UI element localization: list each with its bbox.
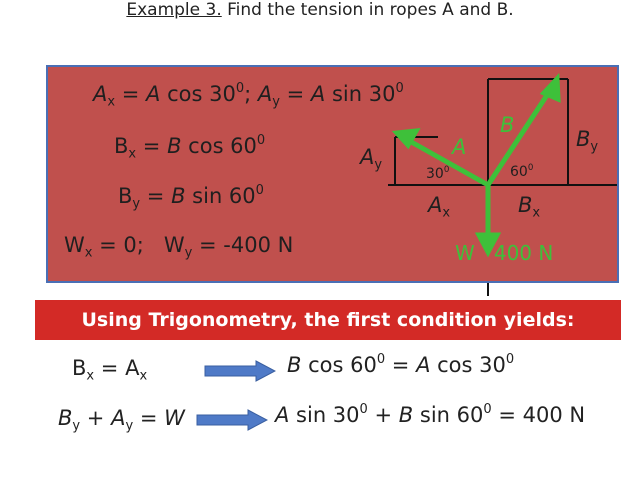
degree-sup: 0 [376, 352, 386, 367]
label-by [576, 127, 598, 155]
var-a: A [428, 193, 443, 217]
sub-x: x [442, 205, 451, 221]
arrow-shape [197, 410, 267, 430]
equals-400: = 400 N [491, 403, 586, 428]
row1-arrow-icon [204, 360, 276, 382]
degree-sup: 0 [483, 402, 492, 417]
degree-sup: 0 [256, 133, 266, 148]
equals: = [133, 406, 165, 430]
equals: = [279, 82, 311, 107]
row2-right-equation [275, 402, 585, 427]
degree-sup: 0 [255, 183, 264, 198]
cos-term: cos 30 [160, 82, 236, 107]
var-b: B [171, 184, 186, 209]
sub-y: y [590, 139, 599, 155]
var-b: B [72, 356, 87, 380]
var-w: W [163, 233, 185, 257]
angle-b-label [510, 163, 533, 180]
var-a: A [257, 82, 273, 107]
var-a: A [360, 145, 375, 169]
label-bx [518, 193, 540, 221]
var-w: W [164, 406, 185, 430]
label-ay [360, 145, 382, 173]
separator: ; [244, 82, 258, 107]
var-b: B [58, 406, 73, 430]
weight-label: W 400 N [455, 241, 554, 265]
ropes [397, 79, 558, 252]
var-w: W [64, 233, 85, 257]
trigonometry-banner: Using Trigonometry, the first condition yields: [35, 300, 621, 340]
var-a: A [310, 82, 326, 107]
equals-minus-400: = -400 N [192, 233, 294, 257]
row2-arrow-icon [196, 409, 268, 431]
degree-sup: 0 [443, 165, 450, 175]
sub-y: y [125, 418, 134, 434]
sub-x: x [532, 205, 541, 221]
sin-term: sin 30 [325, 82, 396, 107]
equation-bx [114, 133, 265, 162]
equals-a: = A [94, 356, 140, 380]
var-a: A [93, 82, 108, 107]
degree-sup: 0 [505, 352, 515, 367]
var-a: A [416, 353, 431, 378]
rope-a-label: A [452, 135, 467, 159]
title-example-label: Example 3. [126, 0, 222, 20]
equation-weight [64, 233, 293, 261]
rope-b-label: B [500, 113, 515, 137]
equals-zero: = 0; [92, 233, 144, 257]
rope-b-arrowhead [544, 79, 558, 99]
equals: = [136, 134, 168, 159]
var-b: B [114, 134, 129, 159]
slide-title [0, 0, 640, 20]
sin-term: sin 60 [413, 403, 484, 428]
degree-sup: 0 [527, 163, 534, 173]
sub-y: y [72, 418, 81, 434]
row2-left-equation [58, 406, 185, 434]
equals: = [115, 82, 147, 107]
var-a: A [111, 406, 126, 430]
var-b: B [287, 353, 302, 378]
equals: = [140, 184, 172, 209]
sub-x: x [84, 245, 93, 261]
sub-y: y [132, 196, 141, 212]
degree-sup: 0 [235, 81, 245, 96]
label-ax [428, 193, 450, 221]
sub-x: x [128, 146, 137, 162]
angle-value: 30 [426, 166, 444, 183]
angle-value: 60 [510, 164, 528, 181]
var-b: B [576, 127, 591, 151]
sub-x: x [139, 368, 148, 384]
equals: = [385, 353, 417, 378]
arrow-shape [205, 361, 275, 381]
equation-by [118, 183, 264, 212]
var-b: B [167, 134, 182, 159]
cos-term: cos 30 [430, 353, 506, 378]
degree-sup: 0 [359, 402, 368, 417]
plus: + [80, 406, 112, 430]
title-text: Find the tension in ropes A and B. [227, 0, 514, 20]
sub-y: y [374, 157, 383, 173]
sub-x: x [86, 368, 95, 384]
angle-a-label [426, 165, 449, 182]
plus: + [367, 403, 399, 428]
equation-ax-ay [93, 81, 404, 110]
cos-term: cos 60 [301, 353, 377, 378]
sub-y: y [184, 245, 193, 261]
var-b: B [398, 403, 414, 428]
var-a: A [275, 403, 290, 428]
sin-term: sin 30 [289, 403, 360, 428]
sub-x: x [107, 94, 116, 110]
degree-sup: 0 [395, 81, 404, 96]
sin-term: sin 60 [185, 184, 256, 209]
equations-panel [46, 65, 619, 283]
var-b: B [518, 193, 533, 217]
row1-right-equation [287, 352, 514, 377]
sub-y: y [272, 94, 280, 110]
var-b: B [118, 184, 133, 209]
row1-left-equation [72, 356, 147, 384]
cos-term: cos 60 [181, 134, 257, 159]
var-a: A [146, 82, 161, 107]
